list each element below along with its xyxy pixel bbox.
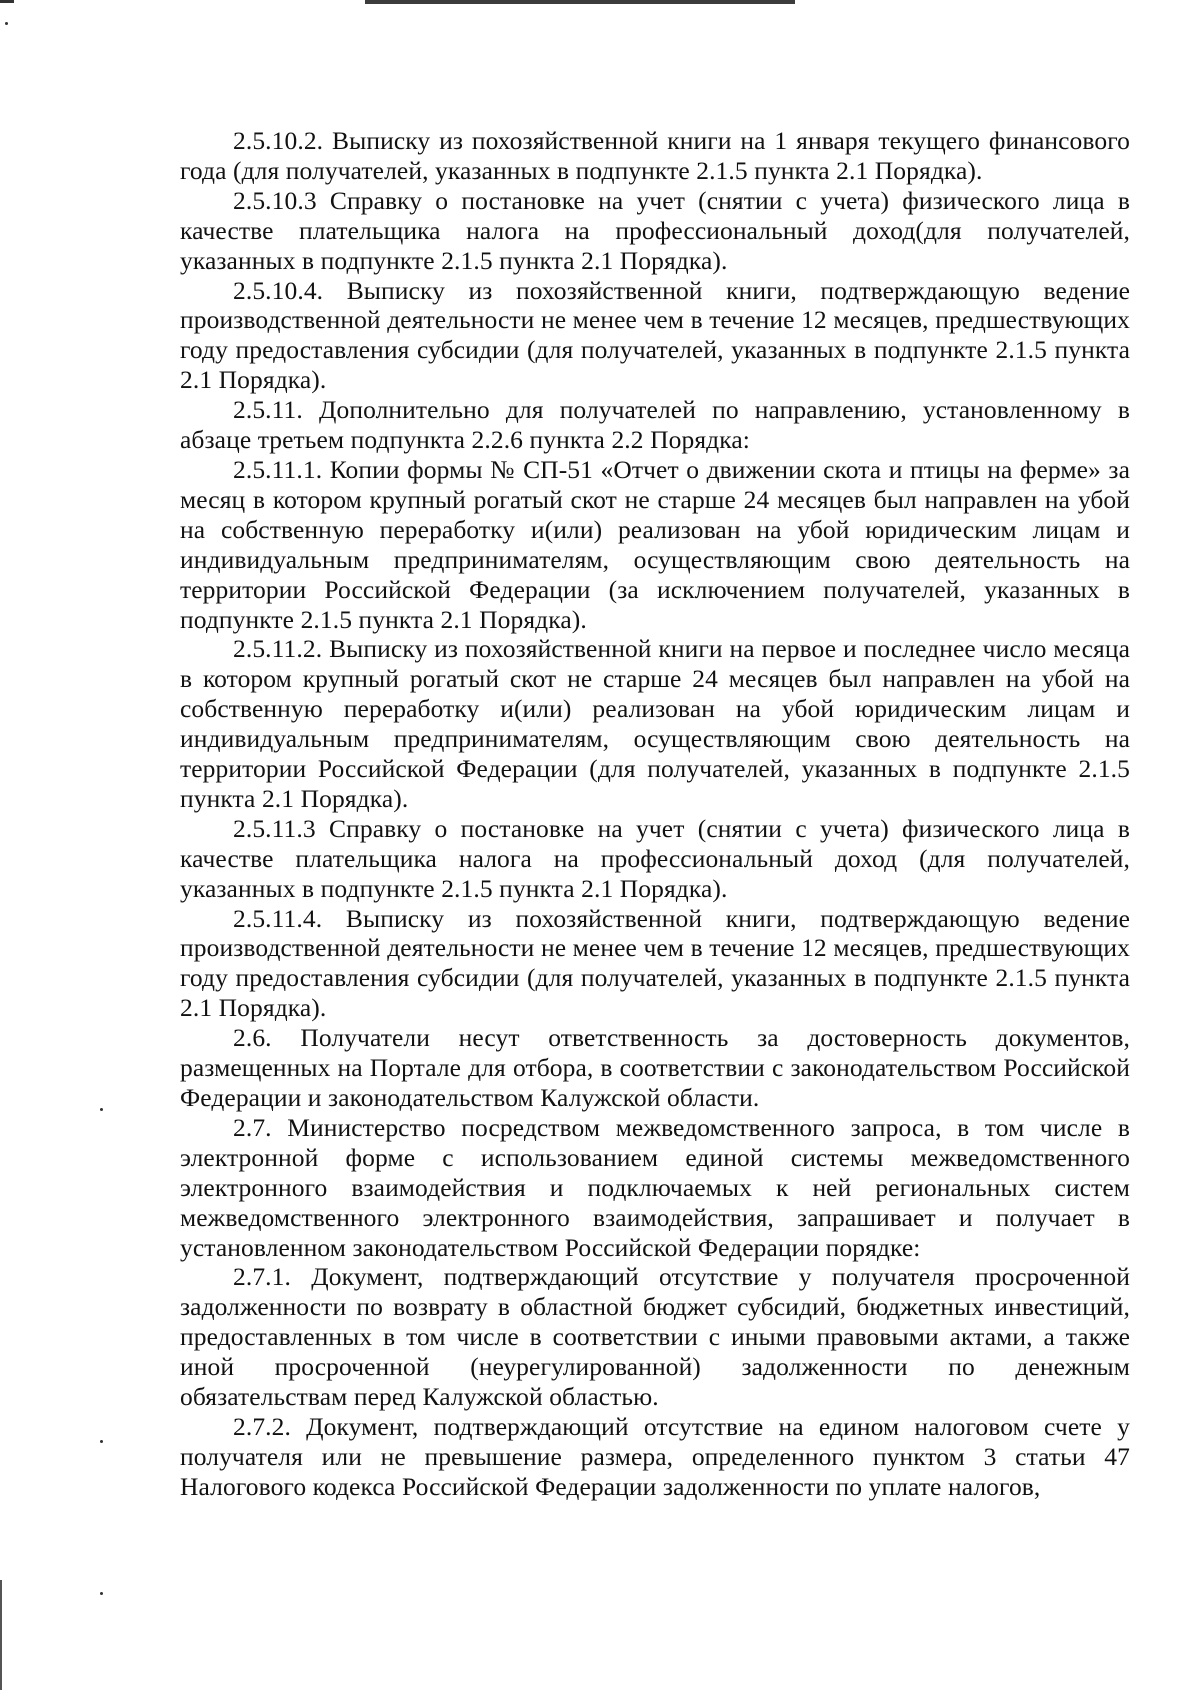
paragraph-2-5-11-3: 2.5.11.3 Справку о постановке на учет (снятии с учета) физического лица в качестве плательщика налога на профессиональный доход (для получателей, указанных в подпункте 2.1.5 пункта 2.1 Порядка).: [180, 813, 1130, 903]
paragraph-2-7: 2.7. Министерство посредством межведомственного запроса, в том числе в электронной форме с использованием единой системы межведомственного электронного взаимодействия и подключаемых к ней региональных систем межведомственного электронного взаимодействия, запрашивает и получает в установленном законодательством Российской Федерации порядке:: [180, 1112, 1130, 1262]
scan-artifact-dot: [100, 1108, 103, 1111]
scan-artifact-dot: [100, 1440, 103, 1443]
paragraph-2-7-1: 2.7.1. Документ, подтверждающий отсутствие у получателя просроченной задолженности по возврату в областной бюджет субсидий, бюджетных инвестиций, предоставленных в том числе в соответствии с иными правовыми актами, а также иной просроченной (неурегулированной) задолженности по денежным обязательствам перед Калужской областью.: [180, 1262, 1130, 1412]
paragraph-2-5-10-3: 2.5.10.3 Справку о постановке на учет (снятии с учета) физического лица в качестве плательщика налога на профессиональный доход(для получателей, указанных в подпункте 2.1.5 пункта 2.1 Порядка).: [180, 185, 1130, 275]
scan-artifact-top-left: [0, 0, 14, 3]
paragraph-2-7-2: 2.7.2. Документ, подтверждающий отсутствие на едином налоговом счете у получателя или не превышение размера, определенного пунктом 3 статьи 47 Налогового кодекса Российской Федерации задолженности по уплате налогов,: [180, 1411, 1130, 1501]
paragraph-2-5-11: 2.5.11. Дополнительно для получателей по направлению, установленному в абзаце третьем подпункта 2.2.6 пункта 2.2 Порядка:: [180, 395, 1130, 455]
paragraph-2-5-11-2: 2.5.11.2. Выписку из похозяйственной книги на первое и последнее число месяца в котором крупный рогатый скот не старше 24 месяцев был направлен на убой на собственную переработку и(или) реализован на убой юридическим лицам и индивидуальным предпринимателям, осуществляющим свою деятельность на территории Российской Федерации (для получателей, указанных в подпункте 2.1.5 пункта 2.1 Порядка).: [180, 634, 1130, 813]
paragraph-2-5-10-2: 2.5.10.2. Выписку из похозяйственной книги на 1 января текущего финансового года (для получателей, указанных в подпункте 2.1.5 пункта 2.1 Порядка).: [180, 126, 1130, 185]
scan-artifact-top-line: [365, 0, 795, 4]
paragraph-2-5-11-1: 2.5.11.1. Копии формы № СП-51 «Отчет о движении скота и птицы на ферме» за месяц в котором крупный рогатый скот не старше 24 месяцев был направлен на убой на собственную переработку и(или) реализован на убой юридическим лицам и индивидуальным предпринимателям, осуществляющим свою деятельность на территории Российской Федерации (за исключением получателей, указанных в подпункте 2.1.5 пункта 2.1 Порядка).: [180, 454, 1130, 634]
paragraph-2-5-10-4: 2.5.10.4. Выписку из похозяйственной книги, подтверждающую ведение производственной деятельности не менее чем в течение 12 месяцев, предшествующих году предоставления субсидии (для получателей, указанных в подпункте 2.1.5 пункта 2.1 Порядка).: [180, 275, 1130, 395]
scan-artifact-dot: [5, 22, 8, 25]
scan-artifact-left-edge: [0, 1580, 2, 1690]
paragraph-2-6: 2.6. Получатели несут ответственность за достоверность документов, размещенных на Портале для отбора, в соответствии с законодательством Российской Федерации и законодательством Калужской области.: [180, 1023, 1130, 1112]
scan-artifact-dot: [100, 1592, 103, 1595]
paragraph-2-5-11-4: 2.5.11.4. Выписку из похозяйственной книги, подтверждающую ведение производственной деятельности не менее чем в течение 12 месяцев, предшествующих году предоставления субсидии (для получателей, указанных в подпункте 2.1.5 пункта 2.1 Порядка).: [180, 903, 1130, 1023]
document-body: [180, 126, 1130, 1502]
